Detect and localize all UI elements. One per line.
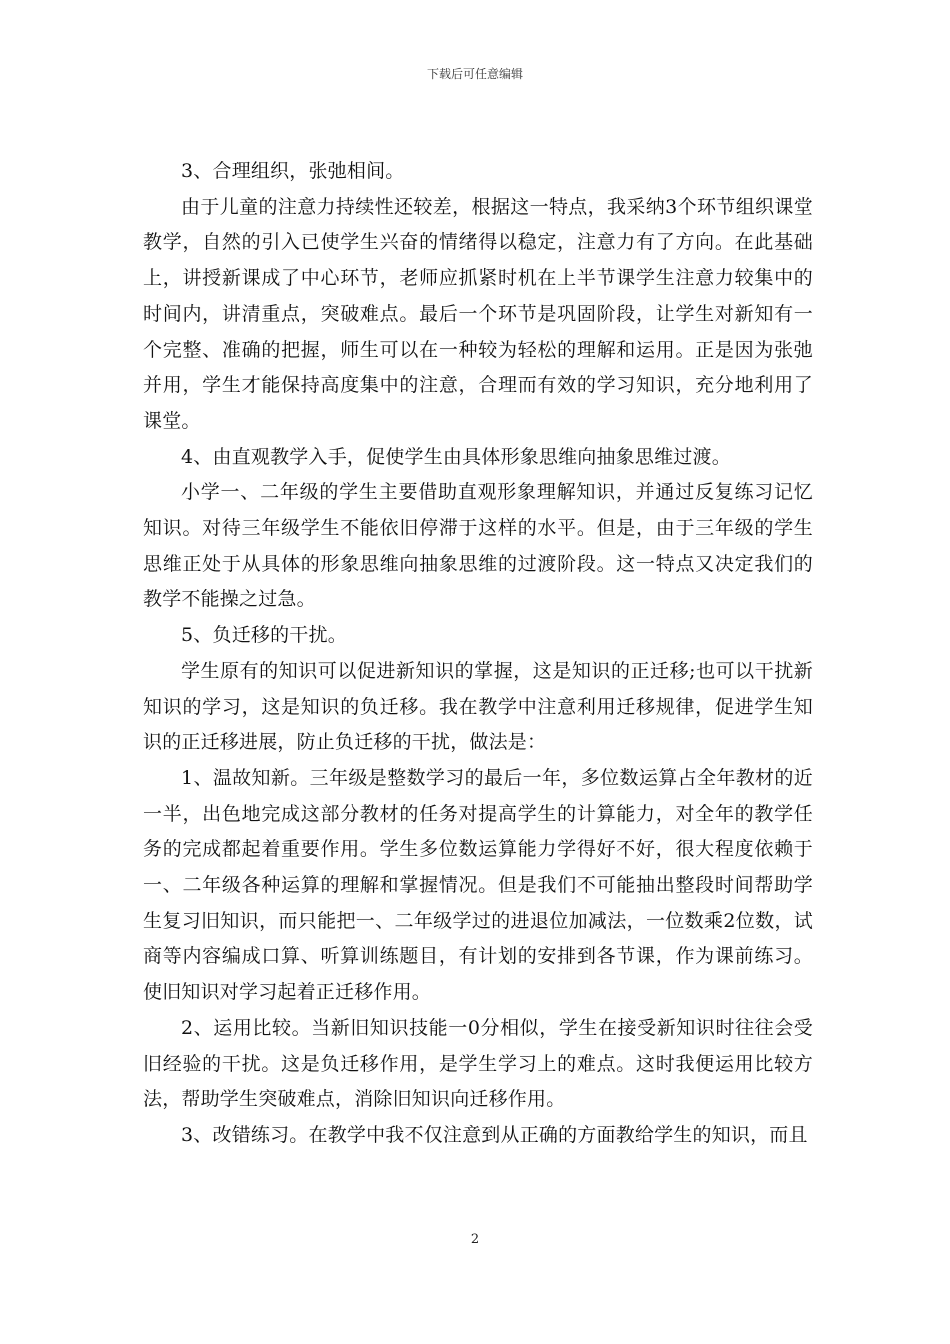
paragraph: 由于儿童的注意力持续性还较差，根据这一特点，我采纳3个环节组织课堂教学，自然的引入已使学生兴奋的情绪得以稳定，注意力有了方向。在此基础上，讲授新课成了中心环节，老师应抓紧时机在上半节课学生注意力较集中的时间内，讲清重点，突破难点。最后一个环节是巩固阶段，让学生对新知有一个完整、准确的把握，师生可以在一种较为轻松的理解和运用。正是因为张弛并用，学生才能保持高度集中的注意，合理而有效的学习知识，充分地利用了课堂。: [143, 195, 813, 432]
paragraph: 4、由直观教学入手，促使学生由具体形象思维向抽象思维过渡。: [181, 445, 731, 468]
paragraph: 5、负迁移的干扰。: [181, 624, 347, 647]
paragraph: 3、合理组织，张弛相间。: [181, 160, 405, 182]
paragraph: 小学一、二年级的学生主要借助直观形象理解知识，并通过反复练习记忆知识。对待三年级学生不能依旧停滞于这样的水平。但是，由于三年级的学生思维正处于从具体的形象思维向抽象思维的过渡阶段。这一特点又决定我们的教学不能操之过急。: [143, 481, 813, 611]
paragraph: 学生原有的知识可以促进新知识的掌握，这是知识的正迁移;也可以干扰新知识的学习，这是知识的负迁移。我在教学中注意利用迁移规律，促进学生知识的正迁移进展，防止负迁移的干扰，做法是：: [143, 659, 813, 754]
page-number: 2: [470, 1232, 480, 1247]
paragraph: 1、温故知新。三年级是整数学习的最后一年，多位数运算占全年教材的近一半，出色地完成这部分教材的任务对提高学生的计算能力，对全年的教学任务的完成都起着重要作用。学生多位数运算能力学得好不好，很大程度依赖于一、二年级各种运算的理解和掌握情况。但是我们不可能抽出整段时间帮助学生复习旧知识，而只能把一、二年级学过的进退位加减法，一位数乘2位数，试商等内容编成口算、听算训练题目，有计划的安排到各节课，作为课前练习。使旧知识对学习起着正迁移作用。: [143, 766, 813, 1004]
page-header: 下载后可任意编辑: [426, 67, 523, 81]
paragraph: 2、运用比较。当新旧知识技能一0分相似，学生在接受新知识时往往会受旧经验的干扰。这是负迁移作用，是学生学习上的难点。这时我便运用比较方法，帮助学生突破难点，消除旧知识向迁移作用。: [143, 1016, 813, 1111]
paragraph: 3、改错练习。在教学中我不仅注意到从正确的方面教给学生的知识，而且: [181, 1123, 808, 1146]
document-body: [143, 154, 813, 1154]
